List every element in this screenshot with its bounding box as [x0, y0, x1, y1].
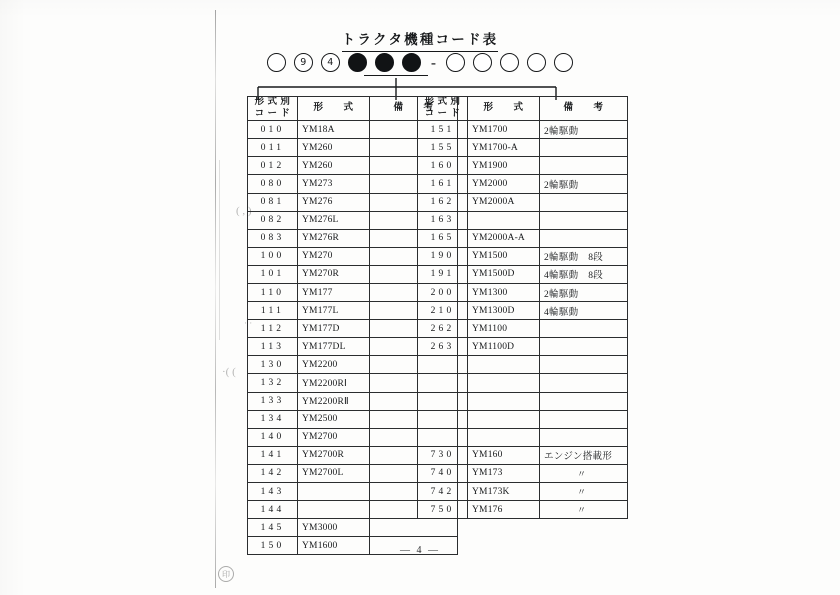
cell-code: 142 — [248, 464, 298, 482]
table-row — [418, 410, 628, 428]
cell-model: YM1600 — [298, 537, 370, 555]
table-row — [418, 356, 628, 374]
cell-remark-ditto: 〃 — [540, 464, 628, 482]
cell-model: YM270R — [298, 265, 370, 283]
cell-model: YM1700-A — [468, 139, 540, 157]
cell-model: YM1700 — [468, 121, 540, 139]
cell-model: YM177D — [298, 320, 370, 338]
cell-model — [468, 428, 540, 446]
cell-model: YM260 — [298, 157, 370, 175]
table-row — [418, 175, 628, 193]
cell-code — [418, 392, 468, 410]
cell-remark — [540, 428, 628, 446]
right-table-header-row — [418, 97, 628, 121]
page-number: — 4 — — [400, 545, 440, 556]
table-row — [418, 229, 628, 247]
cell-remark: 4輪駆動 8段 — [540, 265, 628, 283]
cell-code: 162 — [418, 193, 468, 211]
header-remark: 備 考 — [540, 97, 628, 121]
cell-model: YM177L — [298, 302, 370, 320]
cell-model — [468, 410, 540, 428]
cell-code: 140 — [248, 428, 298, 446]
cell-model: YM1100 — [468, 320, 540, 338]
scan-smudge: ( , ) — [236, 205, 252, 217]
cell-code: 145 — [248, 519, 298, 537]
code-position-open — [527, 53, 546, 72]
table-row — [418, 157, 628, 175]
cell-code: 101 — [248, 265, 298, 283]
code-position-open: 9 — [294, 53, 313, 72]
cell-code: 113 — [248, 338, 298, 356]
cell-code: 210 — [418, 302, 468, 320]
cell-code: 080 — [248, 175, 298, 193]
table-row — [418, 392, 628, 410]
document-title — [0, 28, 840, 48]
header-code-line1: 形 式 別 — [424, 97, 461, 107]
table-row — [248, 519, 458, 537]
cell-model: YM270 — [298, 247, 370, 265]
cell-remark — [370, 519, 458, 537]
table-row — [418, 428, 628, 446]
right-code-table — [417, 96, 628, 519]
right-code-table-wrapper — [417, 96, 628, 519]
cell-code: 151 — [418, 121, 468, 139]
cell-model: YM1900 — [468, 157, 540, 175]
cell-model: YM177DL — [298, 338, 370, 356]
scan-smudge: · · — [244, 318, 253, 328]
cell-code: 081 — [248, 193, 298, 211]
code-position-filled — [402, 53, 421, 72]
cell-model: YM176 — [468, 501, 540, 519]
cell-model: YM2700R — [298, 446, 370, 464]
cell-code: 083 — [248, 229, 298, 247]
code-position-open — [554, 53, 573, 72]
cell-remark: 2輪駆動 8段 — [540, 247, 628, 265]
cell-code: 262 — [418, 320, 468, 338]
cell-model: YM273 — [298, 175, 370, 193]
cell-model: YM18A — [298, 121, 370, 139]
table-row — [418, 464, 628, 482]
cell-code — [418, 410, 468, 428]
cell-model: YM276 — [298, 193, 370, 211]
cell-code: 155 — [418, 139, 468, 157]
cell-model: YM2200RⅠ — [298, 374, 370, 392]
cell-model — [468, 392, 540, 410]
cell-code: 112 — [248, 320, 298, 338]
seal-stamp-mark: 印 — [218, 566, 234, 582]
cell-model: YM2500 — [298, 410, 370, 428]
cell-model: YM1300D — [468, 302, 540, 320]
table-row — [418, 139, 628, 157]
cell-code: 150 — [248, 537, 298, 555]
header-model: 形 式 — [468, 97, 540, 121]
table-row — [418, 320, 628, 338]
cell-model: YM2000 — [468, 175, 540, 193]
table-row — [418, 265, 628, 283]
table-row — [418, 483, 628, 501]
cell-code: 165 — [418, 229, 468, 247]
cell-model: YM173 — [468, 464, 540, 482]
cell-remark — [540, 356, 628, 374]
cell-model: YM1100D — [468, 338, 540, 356]
code-position-diagram — [0, 53, 840, 72]
cell-model: YM2700L — [298, 464, 370, 482]
code-position-open — [267, 53, 286, 72]
code-position-open — [446, 53, 465, 72]
cell-model: YM160 — [468, 446, 540, 464]
cell-code: 730 — [418, 446, 468, 464]
cell-remark-ditto: 〃 — [540, 483, 628, 501]
cell-remark: 2輪駆動 — [540, 121, 628, 139]
cell-code: 190 — [418, 247, 468, 265]
cell-model: YM1300 — [468, 284, 540, 302]
cell-code: 130 — [248, 356, 298, 374]
cell-code: 012 — [248, 157, 298, 175]
cell-model — [468, 356, 540, 374]
cell-remark — [540, 338, 628, 356]
cell-code: 111 — [248, 302, 298, 320]
cell-code: 144 — [248, 501, 298, 519]
cell-remark: 2輪駆動 — [540, 284, 628, 302]
cell-code: 161 — [418, 175, 468, 193]
cell-code: 082 — [248, 211, 298, 229]
cell-remark — [540, 392, 628, 410]
table-row — [418, 193, 628, 211]
cell-remark-ditto: 〃 — [540, 501, 628, 519]
cell-code: 750 — [418, 501, 468, 519]
cell-code — [418, 356, 468, 374]
cell-remark — [540, 193, 628, 211]
code-position-open — [500, 53, 519, 72]
cell-code: 141 — [248, 446, 298, 464]
cell-code: 160 — [418, 157, 468, 175]
selected-positions-underline — [364, 75, 428, 76]
code-position-filled — [375, 53, 394, 72]
header-remark: 備 考 — [370, 97, 458, 121]
cell-code: 134 — [248, 410, 298, 428]
cell-model — [468, 374, 540, 392]
cell-model — [468, 211, 540, 229]
cell-model: YM2200RⅡ — [298, 392, 370, 410]
code-separator-dash: - — [430, 53, 437, 72]
cell-code: 011 — [248, 139, 298, 157]
cell-remark — [540, 157, 628, 175]
cell-remark — [540, 320, 628, 338]
right-table-head — [418, 97, 628, 121]
code-position-filled — [348, 53, 367, 72]
cell-code — [418, 428, 468, 446]
header-code-line1: 形 式 別 — [254, 97, 291, 107]
cell-code: 163 — [418, 211, 468, 229]
cell-remark: エンジン搭載形 — [540, 446, 628, 464]
cell-remark — [540, 410, 628, 428]
cell-model: YM2000A — [468, 193, 540, 211]
cell-model — [298, 483, 370, 501]
cell-model: YM1500 — [468, 247, 540, 265]
cell-code: 200 — [418, 284, 468, 302]
cell-code: 133 — [248, 392, 298, 410]
header-model: 形 式 — [298, 97, 370, 121]
header-code-line2: コ ー ド — [424, 108, 461, 119]
cell-model: YM2200 — [298, 356, 370, 374]
table-row — [418, 121, 628, 139]
cell-model: YM3000 — [298, 519, 370, 537]
cell-code: 263 — [418, 338, 468, 356]
cell-remark: 4輪駆動 — [540, 302, 628, 320]
cell-model: YM276L — [298, 211, 370, 229]
cell-code: 010 — [248, 121, 298, 139]
cell-code: 740 — [418, 464, 468, 482]
cell-model: YM260 — [298, 139, 370, 157]
table-row — [418, 284, 628, 302]
table-row — [418, 338, 628, 356]
cell-code: 143 — [248, 483, 298, 501]
scan-smudge: ·( ( — [222, 366, 236, 378]
cell-remark: 2輪駆動 — [540, 175, 628, 193]
cell-remark — [540, 229, 628, 247]
right-table-body — [418, 121, 628, 519]
code-position-open — [473, 53, 492, 72]
cell-code: 100 — [248, 247, 298, 265]
cell-code: 132 — [248, 374, 298, 392]
cell-model: YM2000A-A — [468, 229, 540, 247]
cell-model: YM173K — [468, 483, 540, 501]
cell-remark — [540, 374, 628, 392]
cell-model: YM276R — [298, 229, 370, 247]
table-row — [418, 374, 628, 392]
table-row — [418, 247, 628, 265]
table-row — [418, 446, 628, 464]
document-title-text: トラクタ機種コード表 — [342, 32, 499, 52]
cell-code: 742 — [418, 483, 468, 501]
code-position-open: 4 — [321, 53, 340, 72]
cell-model: YM177 — [298, 284, 370, 302]
table-row — [418, 211, 628, 229]
cell-code: 110 — [248, 284, 298, 302]
header-code — [248, 97, 298, 121]
cell-model: YM2700 — [298, 428, 370, 446]
cell-code — [418, 374, 468, 392]
cell-model: YM1500D — [468, 265, 540, 283]
table-row — [418, 302, 628, 320]
cell-model — [298, 501, 370, 519]
header-code — [418, 97, 468, 121]
cell-remark — [540, 139, 628, 157]
scan-artifact-line-secondary — [219, 160, 220, 340]
header-code-line2: コ ー ド — [254, 108, 291, 119]
cell-code: 191 — [418, 265, 468, 283]
cell-remark — [540, 211, 628, 229]
table-row — [418, 501, 628, 519]
